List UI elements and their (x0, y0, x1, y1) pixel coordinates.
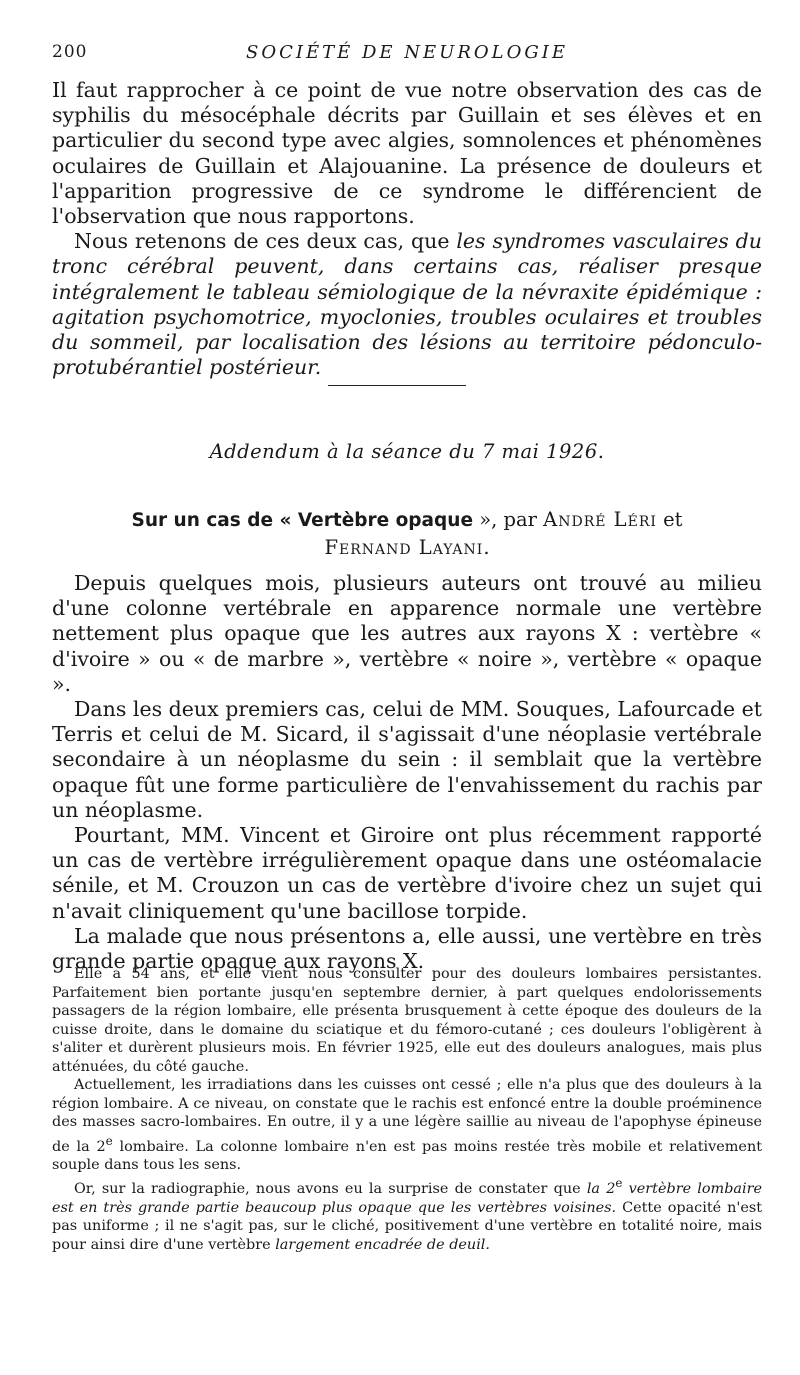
paragraph: La malade que nous présentons a, elle aussi, une vertèbre en très grande partie opaque aux rayons X. (52, 923, 762, 974)
conclusion-paragraph (52, 229, 762, 380)
italic-run: vertèbre lombaire est en très grande partie beaucoup plus opaque que les vertèbres voisines. (52, 1181, 762, 1216)
text-run: Or, sur la radiographie, nous avons eu la surprise de constater que (74, 1181, 587, 1198)
text-run: Cette opacité n'est pas uniforme ; il ne s'agit pas, sur le cliché, positivement d'une vertèbre en totalité noire, mais pour ainsi dire d'une vertèbre (52, 1199, 762, 1253)
closing-discussion (52, 78, 762, 380)
page-header (52, 42, 762, 68)
case-report (52, 965, 762, 1254)
author-2-end: . (483, 536, 490, 559)
conclusion-lead: Nous retenons de ces deux cas, que (74, 229, 457, 254)
author-2: Fernand Layani (324, 536, 484, 559)
section-divider (328, 385, 466, 386)
paragraph: Depuis quelques mois, plusieurs auteurs ont trouvé au milieu d'une colonne vertébrale en apparence normale une vertèbre nettement plus opaque que les autres aux rayons X : vertèbre « d'ivoire » ou « de marbre », vertèbre « noire », vertèbre « opaque ». (52, 571, 762, 696)
paragraph: Pourtant, MM. Vincent et Giroire ont plus récemment rapporté un cas de vertèbre irrégulièrement opaque dans une ostéomalacie sénile, et M. Crouzon un cas de vertèbre d'ivoire chez un sujet qui n'avait cliniquement qu'une bacillose torpide. (52, 823, 762, 923)
author-1: André Léri (543, 508, 657, 531)
paragraph: Il faut rapprocher à ce point de vue notre observation des cas de syphilis du mésocéphale décrits par Guillain et ses élèves et en particulier du second type avec algies, somnolences et phénomènes oculaires de Guillain et Alajouanine. La présence de douleurs et l'apparition progressive de ce syndrome le différencient de l'observation que nous rapportons. (52, 78, 762, 229)
text-run: Actuellement, les irradiations dans les cuisses ont cessé ; elle n'a plus que des douleurs à la région lombaire. A ce niveau, on constate que le rachis est enfoncé entre la double proéminence des masses sacro-lombaires. En outre, il y a une légère saillie au niveau de l'apophyse épineuse de la 2 (52, 1077, 762, 1155)
italic-run: la 2 (586, 1181, 616, 1198)
superscript: e (615, 1176, 623, 1191)
paragraph: Dans les deux premiers cas, celui de MM. Souques, Lafourcade et Terris et celui de M. Sicard, il s'agissait d'une néoplasie vertébrale secondaire à un néoplasme du sein : il semblait que la vertèbre opaque fût une forme particulière de l'envahissement du rachis par un néoplasme. (52, 697, 762, 822)
article-title (52, 506, 762, 561)
title-suffix: », par (473, 508, 544, 531)
article-body (52, 571, 762, 974)
running-title: SOCIÉTÉ DE NEUROLOGIE (246, 42, 568, 63)
italic-run: largement encadrée de deuil. (275, 1236, 490, 1253)
paragraph: Elle a 54 ans, et elle vient nous consulter pour des douleurs lombaires persistantes. Parfaitement bien portante jusqu'en septembre dernier, à part quelques endolorissements passagers de la région lombaire, elle présenta brusquement à cette époque des douleurs de la cuisse droite, dans le domaine du sciatique et du fémoro-cutané ; ces douleurs l'obligèrent à s'aliter et durèrent plusieurs mois. En février 1925, elle eut des douleurs analogues, mais plus atténuées, du côté gauche. (52, 966, 762, 1075)
conclusion-italic: les syndromes vasculaires du tronc cérébral peuvent, dans certains cas, réaliser presque intégralement le tableau sémiologique de la névraxite épidémique : agitation psychomotrice, myoclonies, troubles oculaires et troubles du sommeil, par localisation des lésions au territoire pédonculo-protubérantiel postérieur. (52, 229, 762, 380)
author-connector: et (656, 508, 683, 531)
title-prefix: Sur un cas de « (131, 510, 298, 531)
page-number: 200 (52, 42, 88, 62)
title-main: Vertèbre opaque (297, 510, 473, 531)
addendum-heading: Addendum à la séance du 7 mai 1926. (209, 440, 605, 463)
paragraph (52, 1076, 762, 1174)
superscript: e (105, 1133, 113, 1148)
paragraph (52, 1174, 762, 1254)
text-run: lombaire. La colonne lombaire n'en est pas moins restée très mobile et relativement souple dans tous les sens. (52, 1138, 762, 1173)
